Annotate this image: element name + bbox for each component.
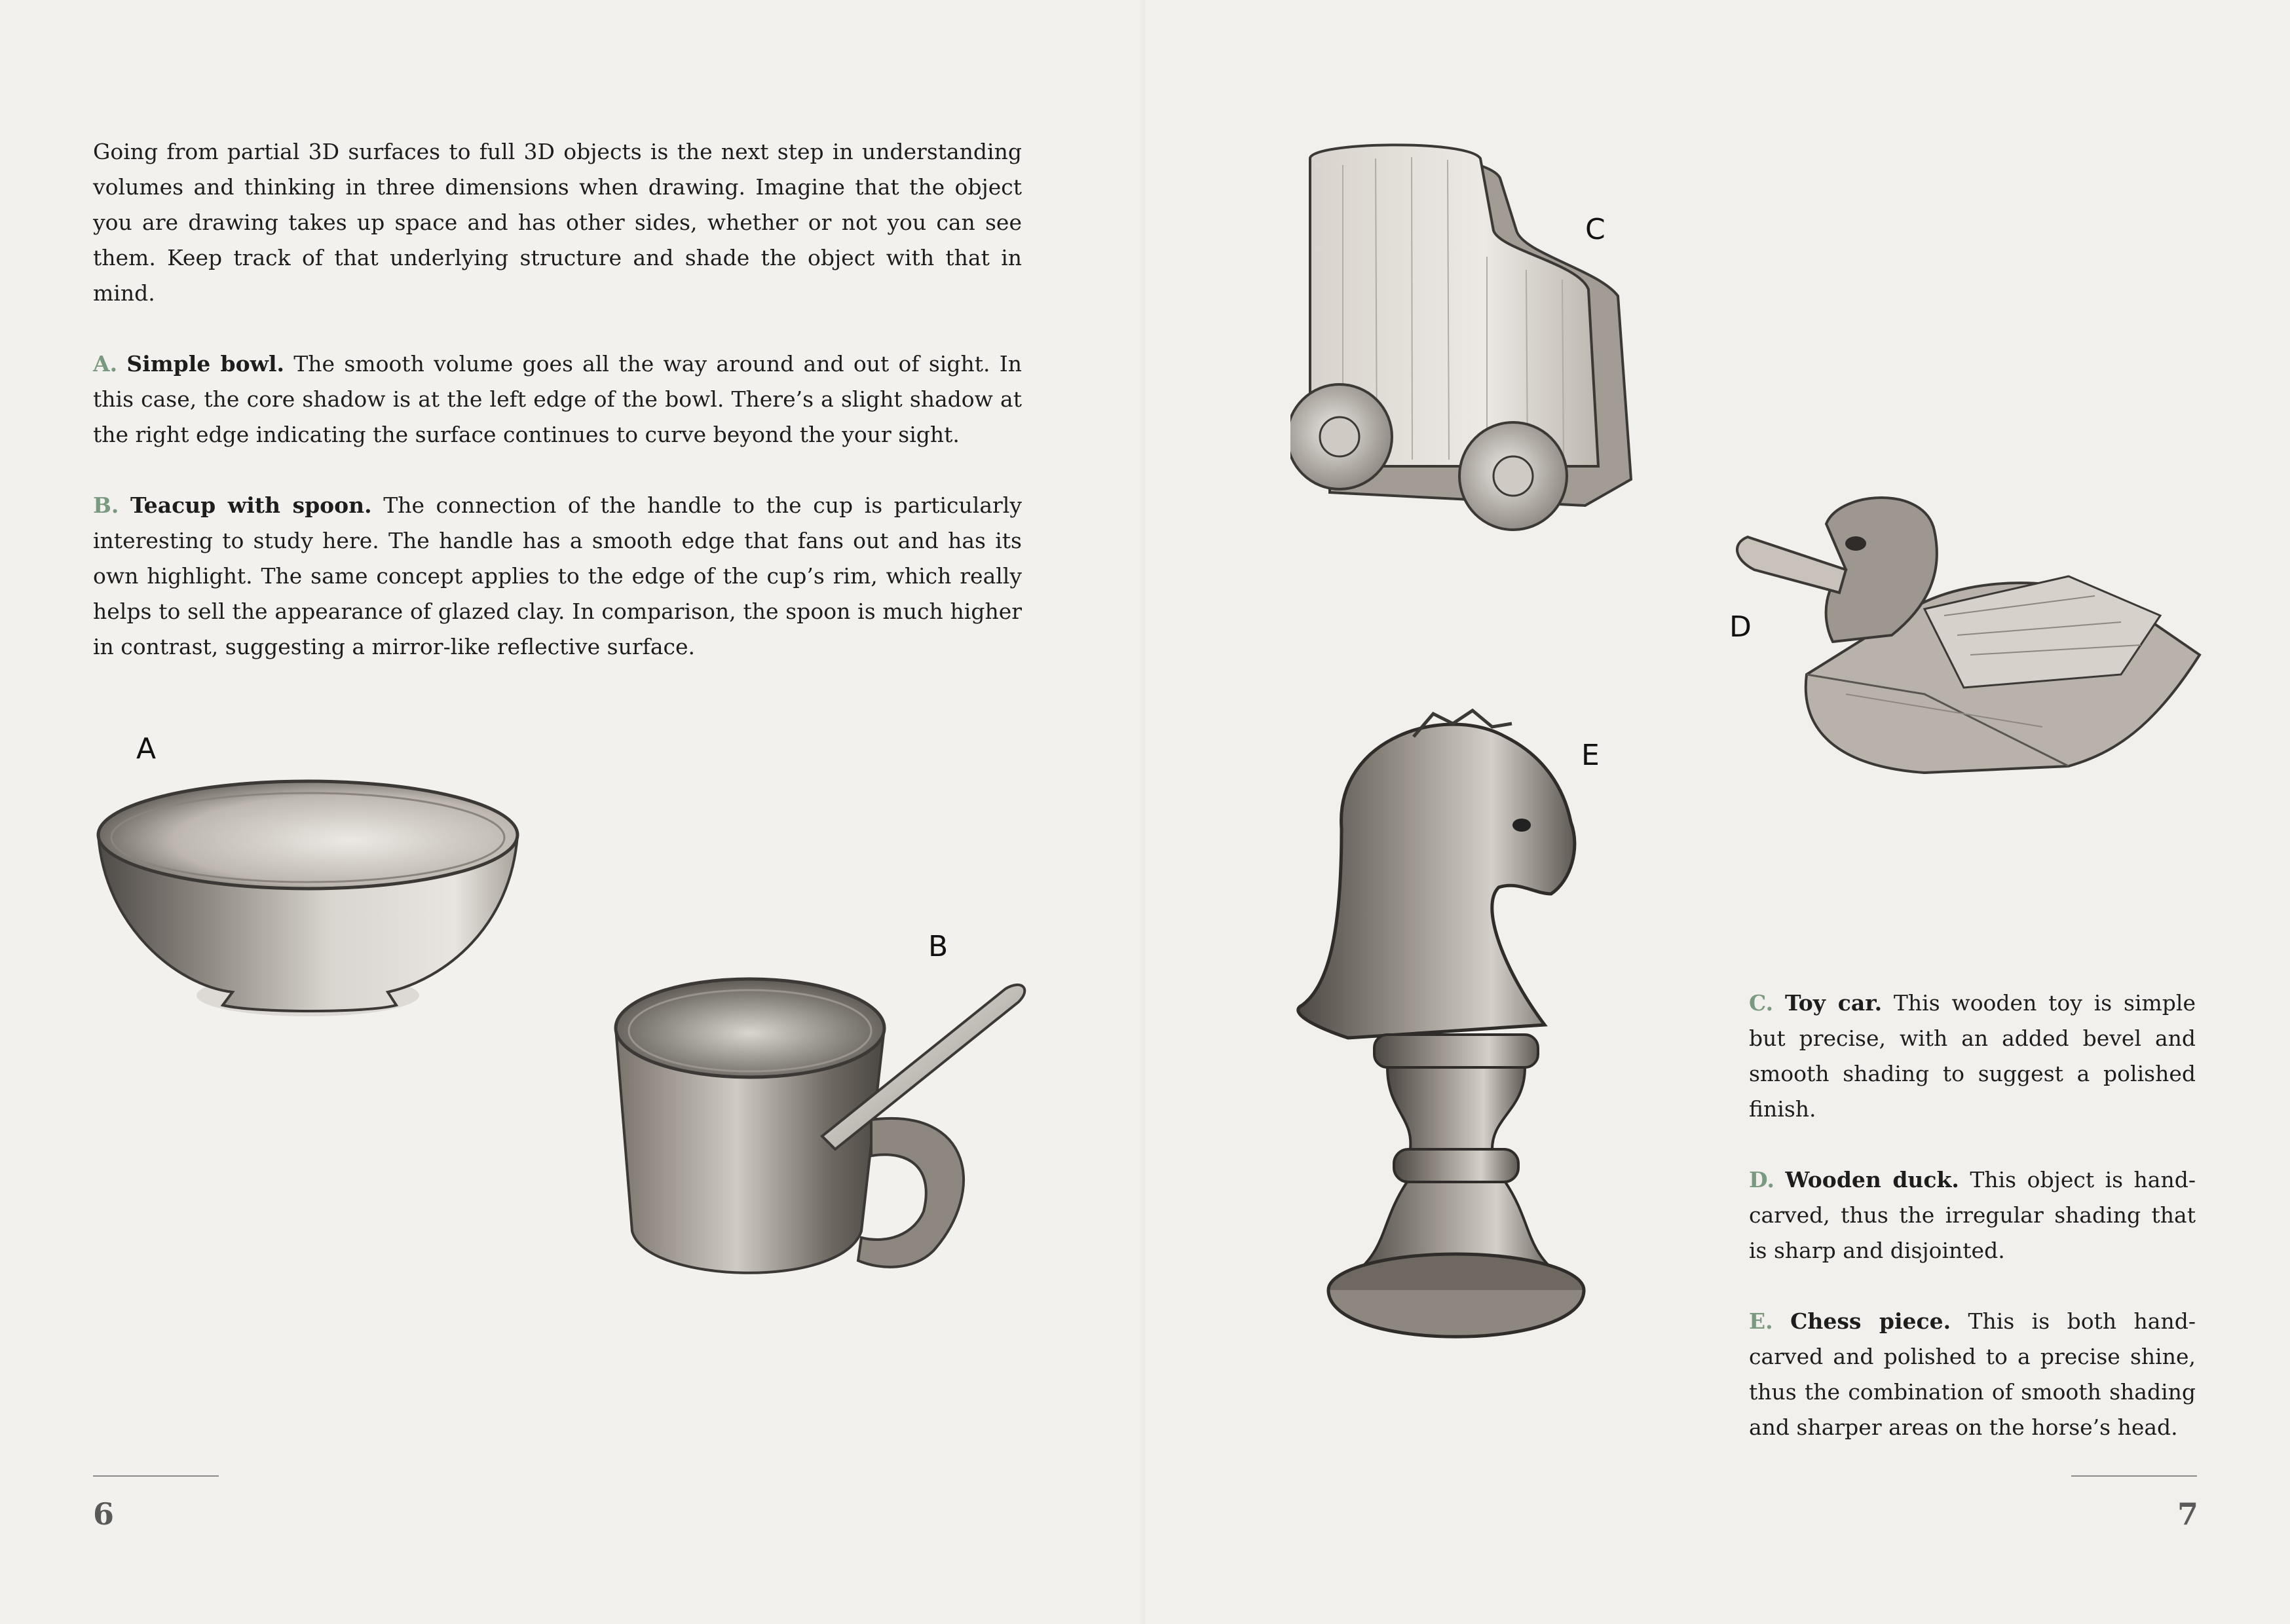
caption-b-title: Teacup with spoon.: [130, 492, 372, 518]
caption-b: [93, 488, 1022, 665]
figure-label-c: C: [1585, 213, 1605, 246]
caption-b-body: The connection of the handle to the cup is particularly interesting to study here. The handle has a smooth edge that fans out and has its own highlight. The same concept applies to the edge of the cup’s rim, which really helps to sell the appearance of glazed clay. In comparison, the spoon is much higher in contrast, suggesting a mirror-like reflective surface.: [93, 492, 1022, 659]
caption-e-body: This is both hand-carved and polished to a precise shine, thus the combination of smooth shading and sharper areas on the horse’s head.: [1749, 1308, 2196, 1440]
right-page: [1145, 0, 2290, 1624]
caption-a-title: Simple bowl.: [126, 351, 285, 377]
figure-label-a: A: [136, 732, 157, 766]
caption-d-body: This object is hand-carved, thus the irregular shading that is sharp and disjointed.: [1749, 1167, 2196, 1263]
left-footer-rule: [93, 1475, 219, 1477]
caption-c: [1749, 986, 2196, 1127]
figure-label-e: E: [1581, 739, 1600, 772]
teacup-illustration: [606, 976, 1038, 1303]
caption-c-body: This wooden toy is simple but precise, with an added bevel and smooth shading to suggest a polished finish.: [1749, 990, 2196, 1122]
bowl-illustration: [92, 769, 524, 1031]
caption-b-letter: B.: [93, 492, 119, 518]
caption-a: [93, 346, 1022, 452]
caption-e: [1749, 1304, 2196, 1445]
right-page-number: 7: [2177, 1496, 2199, 1532]
chess-knight-illustration: [1283, 697, 1623, 1392]
wooden-duck-illustration: [1728, 478, 2206, 792]
caption-c-letter: C.: [1749, 990, 1774, 1016]
caption-e-title: Chess piece.: [1790, 1308, 1951, 1334]
intro-paragraph: Going from partial 3D surfaces to full 3D objects is the next step in understanding volumes and thinking in three dimensions when drawing. Imagine that the object you are drawing takes up space and has other sides, whether or not you can see them. Keep track of that underlying structure and shade the object with that in mind.: [93, 139, 1022, 306]
caption-d-title: Wooden duck.: [1785, 1167, 1959, 1192]
right-footer-rule: [2071, 1475, 2197, 1477]
figure-label-b: B: [928, 930, 948, 963]
right-text-column: [1749, 986, 2196, 1481]
left-text-column: [93, 134, 1022, 700]
caption-d: [1749, 1162, 2196, 1268]
caption-a-letter: A.: [93, 351, 118, 377]
caption-c-title: Toy car.: [1785, 990, 1883, 1016]
caption-d-letter: D.: [1749, 1167, 1774, 1192]
caption-a-body: The smooth volume goes all the way around and out of sight. In this case, the core shadow is at the left edge of the bowl. There’s a slight shadow at the right edge indicating the surface continues to curve beyond the your sight.: [93, 351, 1022, 447]
toy-car-illustration: [1290, 139, 1657, 558]
caption-e-letter: E.: [1749, 1308, 1773, 1334]
figure-label-d: D: [1729, 610, 1752, 644]
left-page-number: 6: [93, 1496, 115, 1532]
